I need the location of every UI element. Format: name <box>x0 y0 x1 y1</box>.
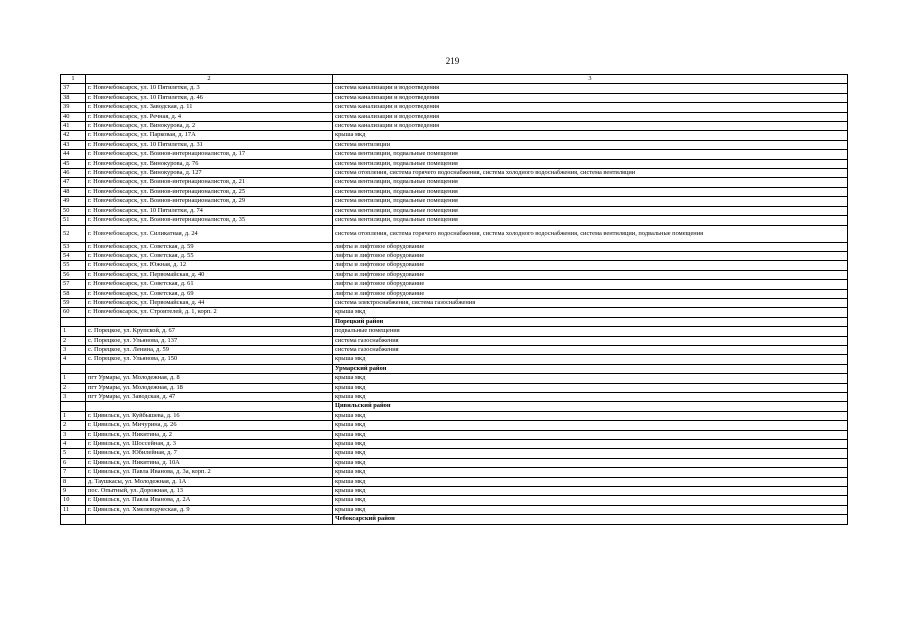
row-description: крыша мкд <box>333 449 848 458</box>
table-row <box>61 421 848 430</box>
row-number: 40 <box>61 112 86 121</box>
row-address: г. Новочебоксарск, ул. Парковая, д. 17А <box>86 131 333 140</box>
table-row <box>61 242 848 251</box>
section-title: Чебоксарский район <box>333 515 848 524</box>
table-row <box>61 298 848 307</box>
row-address: г. Новочебоксарск, ул. 10 Пятилетки, д. 74 <box>86 206 333 215</box>
row-number: 9 <box>61 487 86 496</box>
table-row <box>61 178 848 187</box>
table-row <box>61 93 848 102</box>
row-address: г. Новочебоксарск, ул. 10 Пятилетки, д. 31 <box>86 140 333 149</box>
row-number: 1 <box>61 411 86 420</box>
row-address: г. Новочебоксарск, ул. Заводская, д. 11 <box>86 103 333 112</box>
row-description: лифты и лифтовое оборудование <box>333 289 848 298</box>
table-row <box>61 393 848 402</box>
row-address: г. Цивильск, ул. Шоссейная, д. 3 <box>86 440 333 449</box>
table-row <box>61 355 848 364</box>
table-row <box>61 159 848 168</box>
row-description: система канализации и водоотведения <box>333 112 848 121</box>
row-address: г. Новочебоксарск, ул. Советская, д. 61 <box>86 280 333 289</box>
row-description: система вентиляции, подвальные помещения <box>333 216 848 225</box>
header-col-2: 2 <box>86 75 333 84</box>
row-description: система вентиляции, подвальные помещения <box>333 187 848 196</box>
row-number: 59 <box>61 298 86 307</box>
section-header-row <box>61 402 848 411</box>
row-number: 43 <box>61 140 86 149</box>
table-row <box>61 336 848 345</box>
row-address: с. Порецкое, ул. Ленина, д. 59 <box>86 345 333 354</box>
row-description: крыша мкд <box>333 393 848 402</box>
row-description: лифты и лифтовое оборудование <box>333 280 848 289</box>
row-address: г. Новочебоксарск, ул. Строителей, д. 1, корп. 2 <box>86 308 333 317</box>
row-number: 52 <box>61 225 86 242</box>
row-number: 41 <box>61 122 86 131</box>
row-description: система канализации и водоотведения <box>333 122 848 131</box>
section-title: Порецкий район <box>333 317 848 326</box>
section-empty-cell <box>61 317 86 326</box>
table-row <box>61 308 848 317</box>
table-row <box>61 131 848 140</box>
row-number: 56 <box>61 270 86 279</box>
row-description: система газоснабжения <box>333 336 848 345</box>
table-row <box>61 122 848 131</box>
table-row <box>61 458 848 467</box>
header-col-3: 3 <box>333 75 848 84</box>
row-address: г. Цивильск, ул. Юбилейная, д. 7 <box>86 449 333 458</box>
row-address: г. Новочебоксарск, ул. Речная, д. 4 <box>86 112 333 121</box>
row-address: пгт Урмары, ул. Заводская, д. 47 <box>86 393 333 402</box>
table-row <box>61 150 848 159</box>
table-row <box>61 505 848 514</box>
table-row <box>61 468 848 477</box>
row-description: система вентиляции, подвальные помещения <box>333 178 848 187</box>
row-number: 53 <box>61 242 86 251</box>
table-row <box>61 496 848 505</box>
row-number: 1 <box>61 374 86 383</box>
table-row <box>61 345 848 354</box>
row-description: крыша мкд <box>333 430 848 439</box>
table-row <box>61 449 848 458</box>
row-address: г. Новочебоксарск, ул. Советская, д. 55 <box>86 251 333 260</box>
table-row <box>61 216 848 225</box>
row-number: 3 <box>61 345 86 354</box>
table-row <box>61 270 848 279</box>
row-description: система отопления, система горячего водоснабжения, система холодного водоснабжения, система вентиляции, подвальные помещения <box>333 225 848 242</box>
section-empty-cell <box>61 515 86 524</box>
section-empty-cell <box>61 364 86 373</box>
row-number: 49 <box>61 197 86 206</box>
table-row <box>61 261 848 270</box>
row-address: г. Новочебоксарск, ул. Южная, д. 12 <box>86 261 333 270</box>
row-number: 2 <box>61 383 86 392</box>
row-address: г. Новочебоксарск, ул. Воинов-интернационалистов, д. 35 <box>86 216 333 225</box>
row-number: 10 <box>61 496 86 505</box>
section-empty-cell <box>86 402 333 411</box>
row-address: г. Новочебоксарск, ул. 10 Пятилетки, д. 46 <box>86 93 333 102</box>
row-description: система отопления, система горячего водоснабжения, система холодного водоснабжения, система вентиляции <box>333 169 848 178</box>
row-description: крыша мкд <box>333 355 848 364</box>
row-description: крыша мкд <box>333 496 848 505</box>
row-description: система вентиляции, подвальные помещения <box>333 159 848 168</box>
row-description: крыша мкд <box>333 487 848 496</box>
row-address: г. Цивильск, ул. Никитина, д. 10А <box>86 458 333 467</box>
row-number: 58 <box>61 289 86 298</box>
row-address: с. Порецкое, ул. Крупской, д. 67 <box>86 327 333 336</box>
table-row <box>61 84 848 93</box>
row-description: крыша мкд <box>333 383 848 392</box>
row-description: система канализации и водоотведения <box>333 84 848 93</box>
section-empty-cell <box>86 364 333 373</box>
row-address: г. Новочебоксарск, ул. Воинов-интернационалистов, д. 17 <box>86 150 333 159</box>
row-address: г. Цивильск, ул. Павла Иванова, д. 2А <box>86 496 333 505</box>
section-header-row <box>61 364 848 373</box>
row-number: 55 <box>61 261 86 270</box>
row-address: с. Порецкое, ул. Ульянова, д. 150 <box>86 355 333 364</box>
row-description: лифты и лифтовое оборудование <box>333 270 848 279</box>
row-address: г. Цивильск, ул. Павла Иванова, д. 3а, корп. 2 <box>86 468 333 477</box>
table-row <box>61 251 848 260</box>
row-number: 45 <box>61 159 86 168</box>
row-address: г. Цивильск, ул. Никитина, д. 2 <box>86 430 333 439</box>
row-description: система вентиляции <box>333 140 848 149</box>
section-title: Цивильский район <box>333 402 848 411</box>
row-address: г. Новочебоксарск, ул. Советская, д. 59 <box>86 242 333 251</box>
section-title: Урмарский район <box>333 364 848 373</box>
row-description: крыша мкд <box>333 458 848 467</box>
row-address: г. Новочебоксарск, ул. Воинов-интернационалистов, д. 21 <box>86 178 333 187</box>
row-address: г. Цивильск, ул. Хмелеводческая, д. 9 <box>86 505 333 514</box>
row-address: д. Таушкасы, ул. Молодежная, д. 1А <box>86 477 333 486</box>
row-address: г. Новочебоксарск, ул. Первомайская, д. 40 <box>86 270 333 279</box>
row-number: 3 <box>61 430 86 439</box>
table-row <box>61 487 848 496</box>
section-empty-cell <box>61 402 86 411</box>
table-row <box>61 383 848 392</box>
row-address: г. Новочебоксарск, ул. 10 Пятилетки, д. 3 <box>86 84 333 93</box>
row-number: 44 <box>61 150 86 159</box>
row-number: 60 <box>61 308 86 317</box>
row-address: пос. Опытный, ул. Дорожная, д. 13 <box>86 487 333 496</box>
table-row <box>61 477 848 486</box>
row-number: 5 <box>61 449 86 458</box>
row-description: крыша мкд <box>333 131 848 140</box>
table-row <box>61 289 848 298</box>
table-header-row <box>61 75 848 84</box>
row-address: г. Новочебоксарск, ул. Винокурова, д. 127 <box>86 169 333 178</box>
table-row <box>61 430 848 439</box>
row-number: 38 <box>61 93 86 102</box>
buildings-table <box>60 74 848 525</box>
row-address: с. Порецкое, ул. Ульянова, д. 137 <box>86 336 333 345</box>
section-empty-cell <box>86 317 333 326</box>
row-number: 46 <box>61 169 86 178</box>
table-row <box>61 112 848 121</box>
row-address: г. Новочебоксарск, ул. Винокурова, д. 76 <box>86 159 333 168</box>
table-row <box>61 440 848 449</box>
row-number: 39 <box>61 103 86 112</box>
table-row <box>61 206 848 215</box>
row-address: г. Новочебоксарск, ул. Первомайская, д. 44 <box>86 298 333 307</box>
row-description: лифты и лифтовое оборудование <box>333 251 848 260</box>
row-description: система газоснабжения <box>333 345 848 354</box>
table-row <box>61 225 848 242</box>
row-number: 57 <box>61 280 86 289</box>
row-number: 11 <box>61 505 86 514</box>
row-number: 50 <box>61 206 86 215</box>
row-number: 2 <box>61 421 86 430</box>
section-header-row <box>61 515 848 524</box>
table-row <box>61 140 848 149</box>
row-description: подвальные помещения <box>333 327 848 336</box>
table-row <box>61 169 848 178</box>
table-row <box>61 280 848 289</box>
row-number: 48 <box>61 187 86 196</box>
row-description: крыша мкд <box>333 477 848 486</box>
row-address: г. Новочебоксарск, ул. Советская, д. 69 <box>86 289 333 298</box>
row-number: 37 <box>61 84 86 93</box>
row-number: 2 <box>61 336 86 345</box>
row-address: пгт Урмары, ул. Молодежная, д. 18 <box>86 383 333 392</box>
row-number: 3 <box>61 393 86 402</box>
row-address: г. Новочебоксарск, ул. Силикатная, д. 24 <box>86 225 333 242</box>
row-description: крыша мкд <box>333 308 848 317</box>
row-description: крыша мкд <box>333 421 848 430</box>
buildings-table-body <box>61 75 848 525</box>
row-description: крыша мкд <box>333 468 848 477</box>
row-description: система канализации и водоотведения <box>333 103 848 112</box>
row-number: 6 <box>61 458 86 467</box>
table-row <box>61 103 848 112</box>
table-row <box>61 411 848 420</box>
row-number: 4 <box>61 355 86 364</box>
row-number: 51 <box>61 216 86 225</box>
header-col-1: 1 <box>61 75 86 84</box>
row-number: 4 <box>61 440 86 449</box>
row-number: 8 <box>61 477 86 486</box>
row-address: г. Новочебоксарск, ул. Воинов-интернационалистов, д. 25 <box>86 187 333 196</box>
table-row <box>61 197 848 206</box>
row-description: крыша мкд <box>333 440 848 449</box>
row-address: г. Цивильск, ул. Куйбышева, д. 16 <box>86 411 333 420</box>
row-description: крыша мкд <box>333 374 848 383</box>
table-row <box>61 187 848 196</box>
section-empty-cell <box>86 515 333 524</box>
row-number: 1 <box>61 327 86 336</box>
row-address: г. Цивильск, ул. Мичурина, д. 26 <box>86 421 333 430</box>
row-number: 54 <box>61 251 86 260</box>
row-address: г. Новочебоксарск, ул. Воинов-интернационалистов, д. 29 <box>86 197 333 206</box>
table-row <box>61 374 848 383</box>
row-description: система вентиляции, подвальные помещения <box>333 150 848 159</box>
row-description: система вентиляции, подвальные помещения <box>333 206 848 215</box>
row-address: г. Новочебоксарск, ул. Винокурова, д. 2 <box>86 122 333 131</box>
row-address: пгт Урмары, ул. Молодежная, д. 8 <box>86 374 333 383</box>
page-number: 219 <box>445 56 460 66</box>
section-header-row <box>61 317 848 326</box>
row-description: крыша мкд <box>333 411 848 420</box>
row-description: лифты и лифтовое оборудование <box>333 242 848 251</box>
row-description: лифты и лифтовое оборудование <box>333 261 848 270</box>
row-description: система электроснабжения, система газоснабжения <box>333 298 848 307</box>
row-number: 7 <box>61 468 86 477</box>
row-description: крыша мкд <box>333 505 848 514</box>
row-description: система канализации и водоотведения <box>333 93 848 102</box>
row-number: 42 <box>61 131 86 140</box>
row-number: 47 <box>61 178 86 187</box>
row-description: система вентиляции, подвальные помещения <box>333 197 848 206</box>
table-row <box>61 327 848 336</box>
